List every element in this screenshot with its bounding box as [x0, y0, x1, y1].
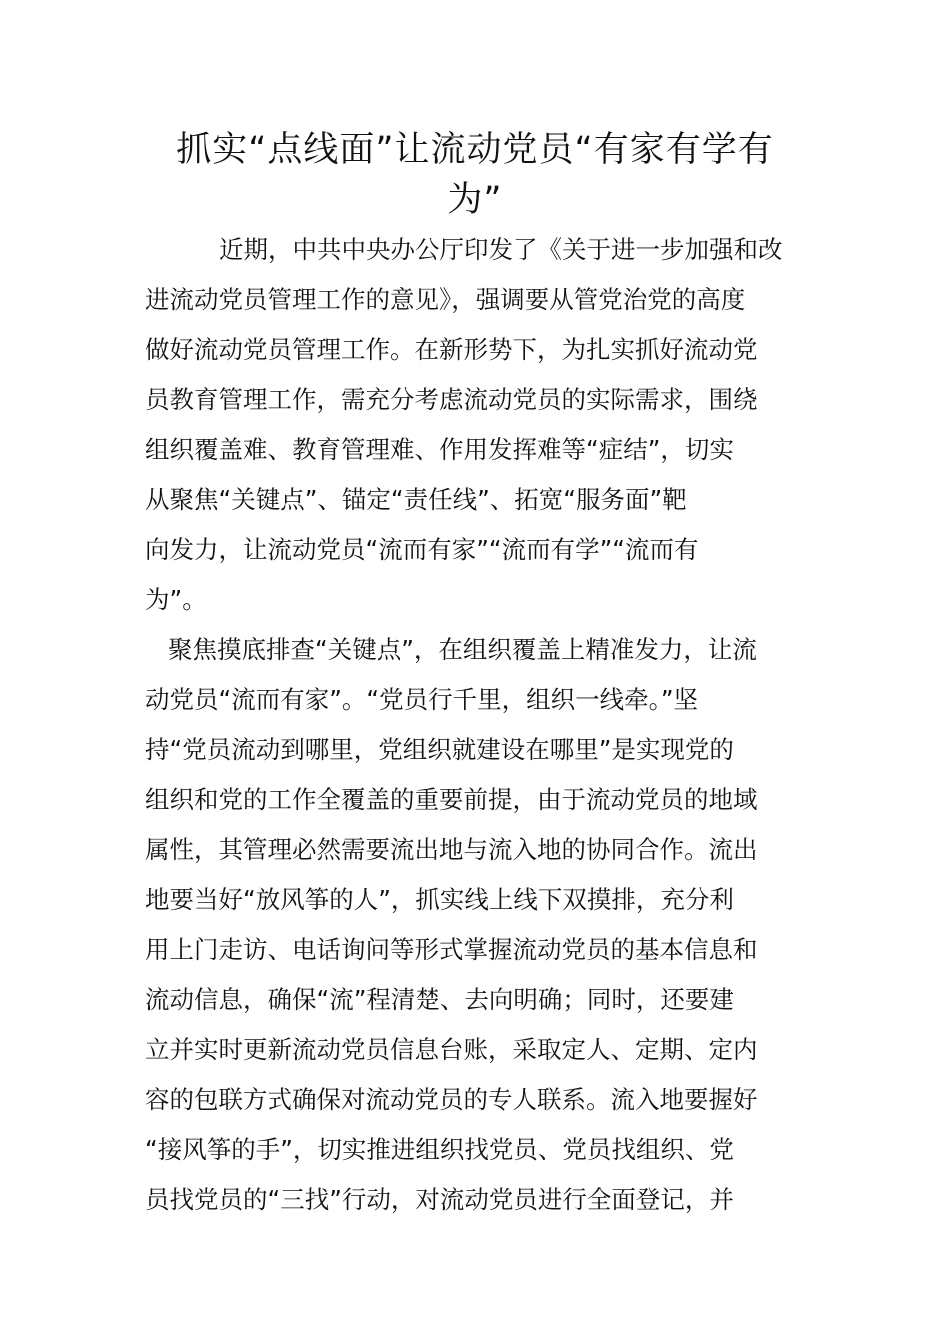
paragraph-line: 员教育管理工作，需充分考虑流动党员的实际需求，围绕 — [145, 385, 758, 414]
paragraph-line: 组织和党的工作全覆盖的重要前提，由于流动党员的地域 — [145, 785, 758, 814]
paragraph-line: 容的包联方式确保对流动党员的专人联系。流入地要握好 — [145, 1085, 758, 1114]
paragraph-line: 为”。 — [145, 585, 207, 614]
paragraph-line: 地要当好“放风筝的人”，抓实线上线下双摸排，充分利 — [145, 885, 734, 914]
paragraph-line: 近期，中共中央办公厅印发了《关于进一步加强和改 — [219, 235, 783, 264]
paragraph-line: 持“党员流动到哪里，党组织就建设在哪里”是实现党的 — [145, 735, 734, 764]
paragraph-line: 向发力，让流动党员“流而有家”“流而有学”“流而有 — [145, 535, 699, 564]
paragraph-line: 用上门走访、电话询问等形式掌握流动党员的基本信息和 — [145, 935, 758, 964]
paragraph-line: 进流动党员管理工作的意见》，强调要从管党治党的高度 — [145, 285, 746, 314]
paragraph-line: 组织覆盖难、教育管理难、作用发挥难等“症结”，切实 — [145, 435, 734, 464]
document-title-line-2: 为” — [447, 180, 503, 220]
paragraph-line: 立并实时更新流动党员信息台账，采取定人、定期、定内 — [145, 1035, 758, 1064]
paragraph-line: 从聚焦“关键点”、锚定“责任线”、拓宽“服务面”靶 — [145, 485, 687, 514]
paragraph-line: 做好流动党员管理工作。在新形势下，为扎实抓好流动党 — [145, 335, 758, 364]
paragraph-line: “接风筝的手”，切实推进组织找党员、党员找组织、党 — [145, 1135, 734, 1164]
paragraph-line: 动党员“流而有家”。“党员行千里，组织一线牵。”坚 — [145, 685, 699, 714]
document-title-line-1: 抓实“点线面”让流动党员“有家有学有 — [176, 130, 774, 170]
paragraph-line: 流动信息，确保“流”程清楚、去向明确；同时，还要建 — [145, 985, 734, 1014]
paragraph-line: 聚焦摸底排查“关键点”，在组织覆盖上精准发力，让流 — [168, 635, 757, 664]
paragraph-line: 员找党员的“三找”行动，对流动党员进行全面登记，并 — [145, 1185, 734, 1214]
paragraph-line: 属性，其管理必然需要流出地与流入地的协同合作。流出 — [145, 835, 758, 864]
